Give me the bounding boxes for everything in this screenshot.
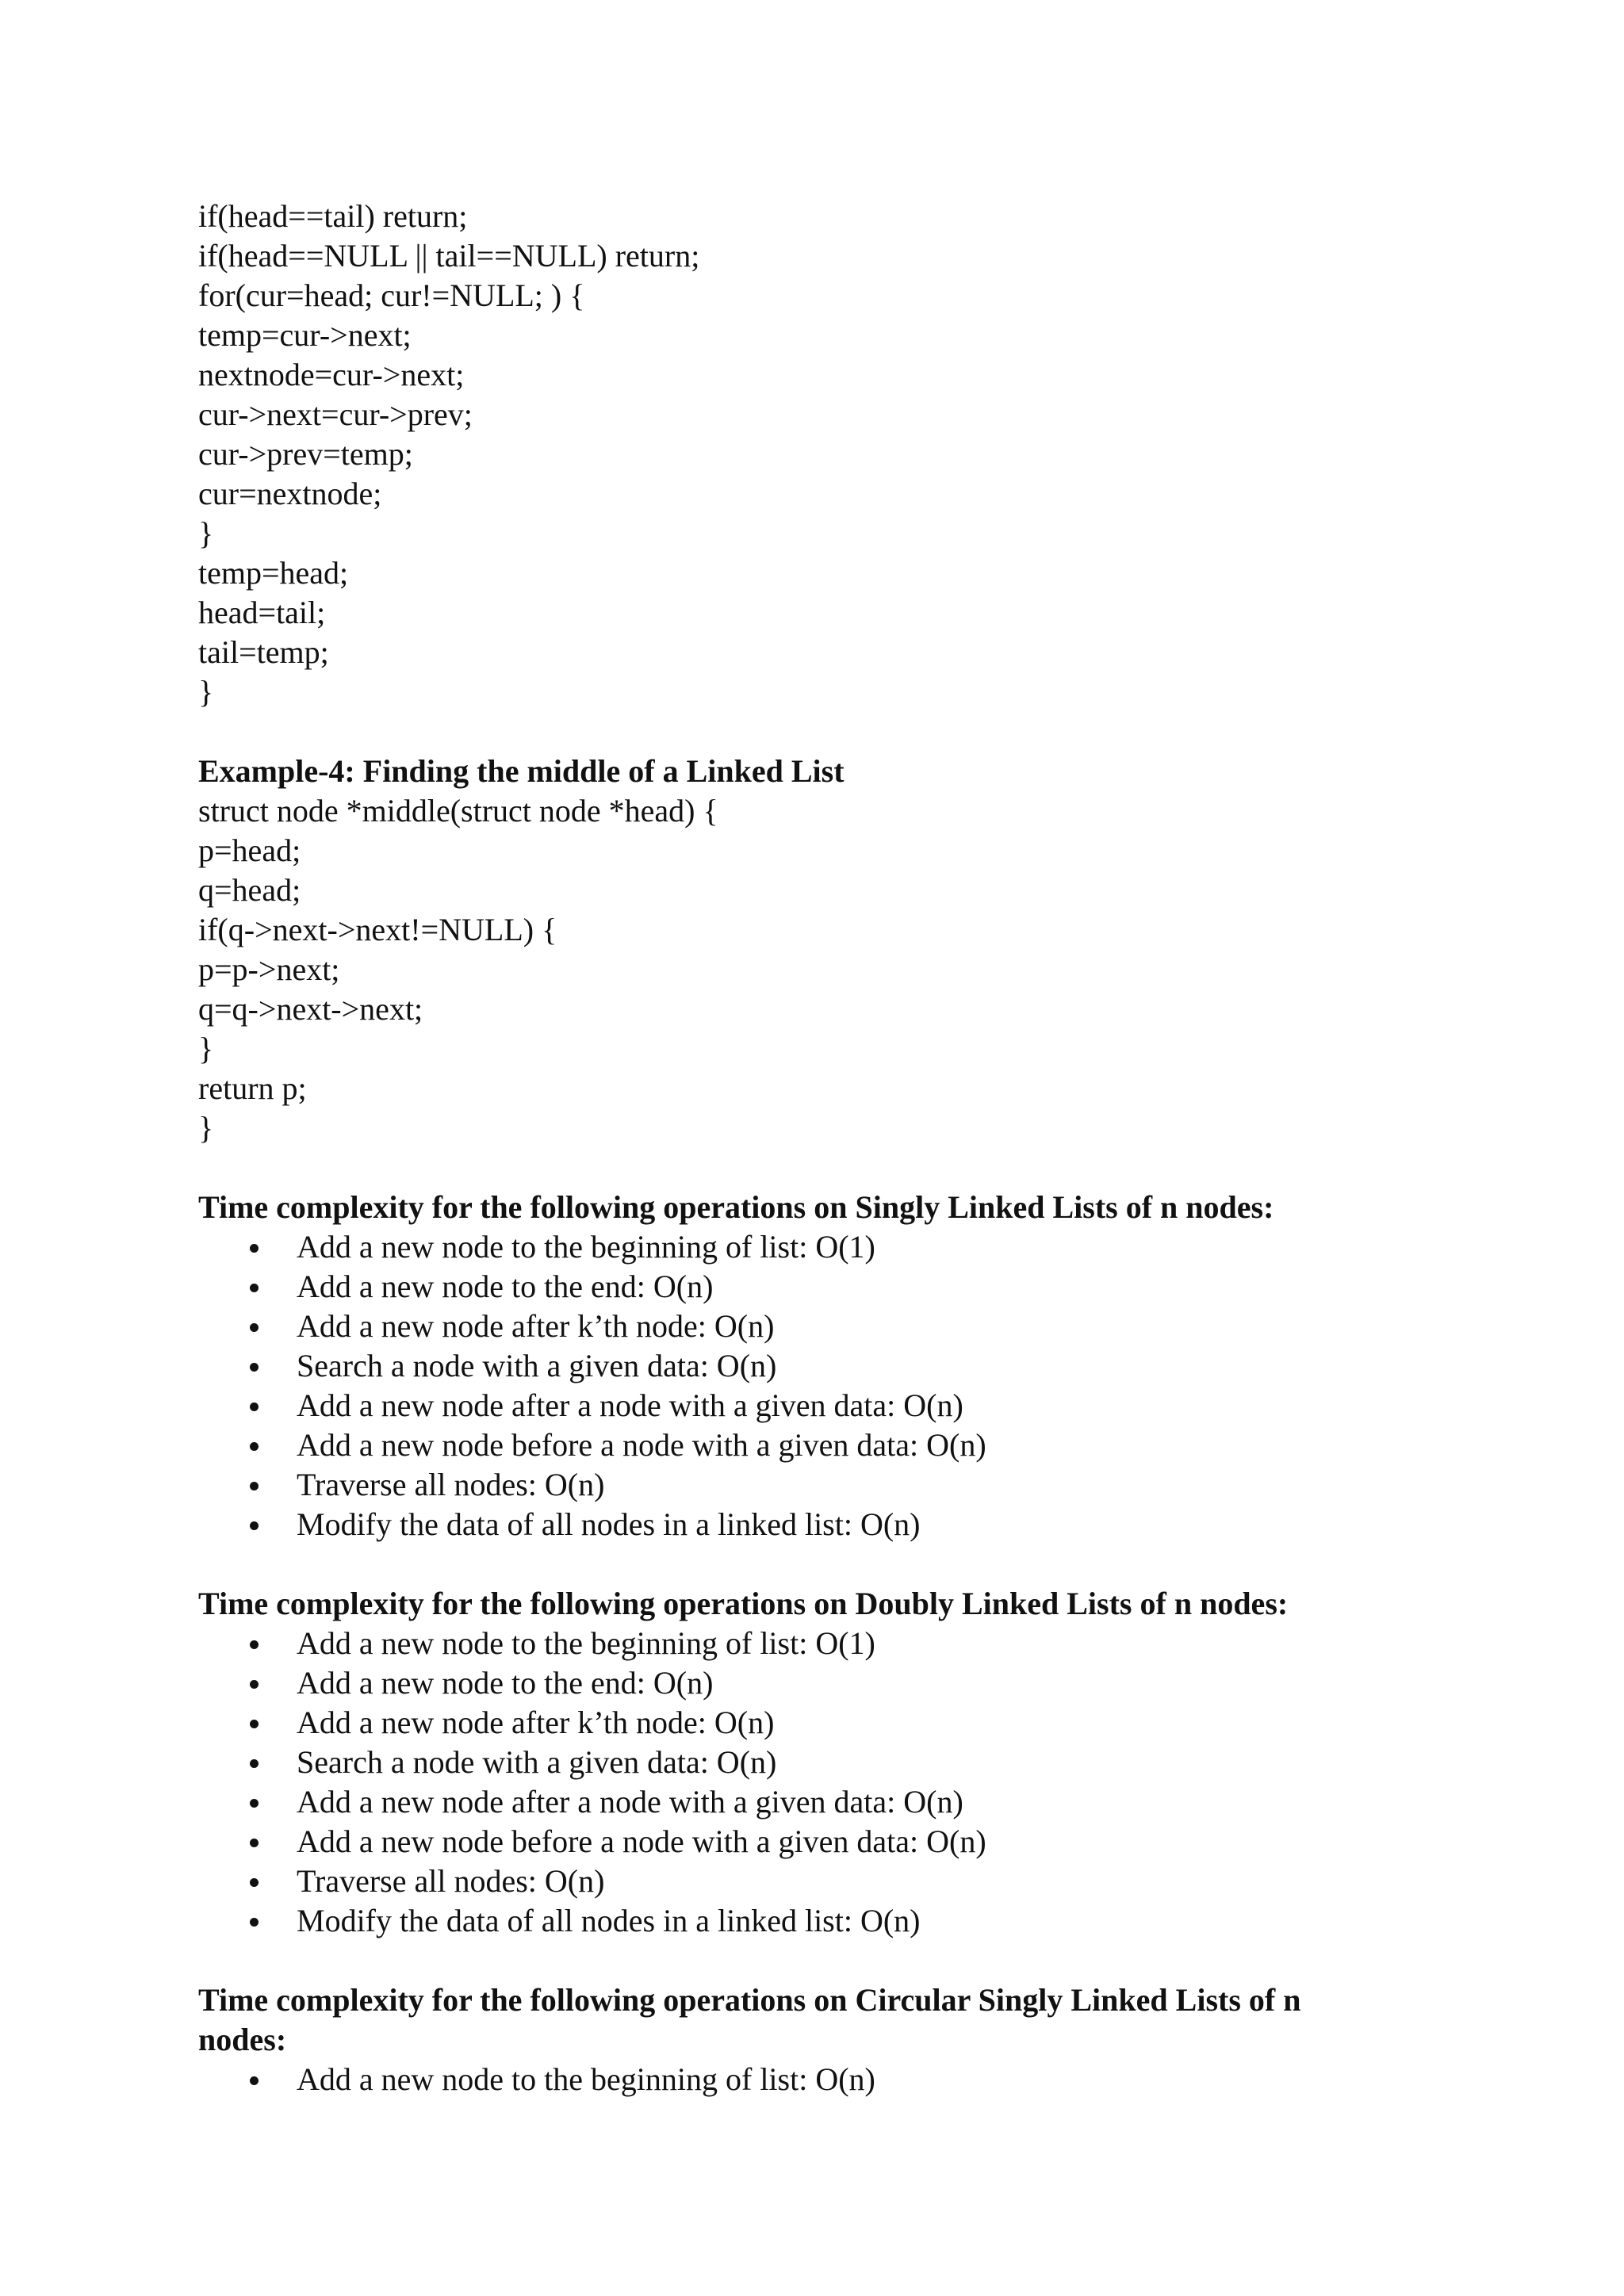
- list-item-text: Add a new node to the end: O(n): [297, 1269, 714, 1304]
- code-line: tail=temp;: [198, 634, 329, 670]
- code-line: temp=cur->next;: [198, 317, 412, 353]
- list-item: [198, 1346, 1435, 1386]
- bullet-icon: [250, 1640, 259, 1649]
- code-line: struct node *middle(struct node *head) {: [198, 793, 718, 828]
- bullet-icon: [250, 1402, 259, 1411]
- list-item: [198, 1465, 1435, 1505]
- bullet-icon: [250, 2076, 259, 2085]
- example-4-heading: Example-4: Finding the middle of a Linked List: [198, 753, 845, 789]
- code-line: p=head;: [198, 832, 301, 868]
- bullet-icon: [250, 1482, 259, 1490]
- list-item: [198, 1227, 1435, 1267]
- bullet-icon: [250, 1720, 259, 1728]
- code-line: cur->prev=temp;: [198, 436, 413, 472]
- list-item-text: Add a new node to the beginning of list: O(1): [297, 1229, 875, 1265]
- example-4-section: [198, 752, 1435, 1148]
- list-item: [198, 2060, 1435, 2099]
- list-item: [198, 1862, 1435, 1901]
- list-item-text: Search a node with a given data: O(n): [297, 1348, 777, 1383]
- code-line: q=head;: [198, 872, 301, 908]
- code-line: }: [198, 1031, 214, 1066]
- bullet-icon: [250, 1759, 259, 1768]
- list-item-text: Traverse all nodes: O(n): [297, 1863, 605, 1899]
- code-line: for(cur=head; cur!=NULL; ) {: [198, 277, 585, 313]
- circular-heading-line-1: Time complexity for the following operations on Circular Singly Linked Lists of n: [198, 1982, 1301, 2018]
- code-line: q=q->next->next;: [198, 991, 423, 1027]
- list-item-text: Add a new node after a node with a given data: O(n): [297, 1784, 963, 1820]
- code-line: if(q->next->next!=NULL) {: [198, 912, 557, 947]
- bullet-icon: [250, 1442, 259, 1451]
- doubly-heading: Time complexity for the following operations on Doubly Linked Lists of n nodes:: [198, 1586, 1289, 1621]
- bullet-icon: [250, 1244, 259, 1253]
- singly-list: [198, 1227, 1435, 1544]
- code-line: }: [198, 515, 214, 551]
- code-line: temp=head;: [198, 555, 349, 591]
- spacer: [198, 1148, 1435, 1188]
- list-item: [198, 1901, 1435, 1941]
- code-line: nextnode=cur->next;: [198, 357, 465, 392]
- list-item-text: Search a node with a given data: O(n): [297, 1744, 777, 1780]
- list-item-text: Add a new node after k’th node: O(n): [297, 1705, 775, 1740]
- list-item-text: Add a new node before a node with a given data: O(n): [297, 1427, 986, 1463]
- code-line: return p;: [198, 1070, 307, 1106]
- code-line: if(head==tail) return;: [198, 198, 468, 234]
- list-item: [198, 1307, 1435, 1346]
- list-item: [198, 1743, 1435, 1782]
- list-item-text: Add a new node to the end: O(n): [297, 1665, 714, 1701]
- bullet-icon: [250, 1878, 259, 1887]
- list-item-text: Traverse all nodes: O(n): [297, 1467, 605, 1502]
- bullet-icon: [250, 1918, 259, 1927]
- list-item: [198, 1425, 1435, 1465]
- code-line: cur->next=cur->prev;: [198, 396, 473, 432]
- list-item-text: Modify the data of all nodes in a linked list: O(n): [297, 1903, 921, 1938]
- code-line: }: [198, 674, 214, 710]
- circular-list: [198, 2060, 1435, 2099]
- reverse-code-block: [198, 197, 1435, 712]
- list-item-text: Modify the data of all nodes in a linked list: O(n): [297, 1506, 921, 1542]
- singly-heading: Time complexity for the following operations on Singly Linked Lists of n nodes:: [198, 1189, 1274, 1225]
- list-item: [198, 1386, 1435, 1425]
- list-item-text: Add a new node after k’th node: O(n): [297, 1308, 775, 1344]
- spacer: [198, 712, 1435, 752]
- list-item: [198, 1624, 1435, 1663]
- list-item: [198, 1267, 1435, 1307]
- list-item: [198, 1703, 1435, 1743]
- code-line: p=p->next;: [198, 951, 340, 987]
- list-item-text: Add a new node before a node with a given data: O(n): [297, 1823, 986, 1859]
- doubly-list: [198, 1624, 1435, 1941]
- list-item-text: Add a new node after a node with a given data: O(n): [297, 1387, 963, 1423]
- bullet-icon: [250, 1521, 259, 1530]
- code-line: cur=nextnode;: [198, 476, 382, 511]
- circular-heading-line-2: nodes:: [198, 2022, 287, 2057]
- circular-complexity-section: [198, 1980, 1435, 2099]
- bullet-icon: [250, 1323, 259, 1332]
- list-item: [198, 1663, 1435, 1703]
- list-item: [198, 1782, 1435, 1822]
- bullet-icon: [250, 1839, 259, 1847]
- bullet-icon: [250, 1363, 259, 1372]
- bullet-icon: [250, 1680, 259, 1689]
- list-item-text: Add a new node to the beginning of list: O(n): [297, 2061, 875, 2097]
- list-item: [198, 1505, 1435, 1544]
- code-line: if(head==NULL || tail==NULL) return;: [198, 238, 700, 274]
- document-page: [198, 197, 1435, 2099]
- spacer: [198, 1544, 1435, 1584]
- singly-complexity-section: [198, 1188, 1435, 1544]
- bullet-icon: [250, 1799, 259, 1808]
- bullet-icon: [250, 1284, 259, 1292]
- code-line: head=tail;: [198, 595, 326, 630]
- code-line: }: [198, 1110, 214, 1146]
- spacer: [198, 1941, 1435, 1980]
- doubly-complexity-section: [198, 1584, 1435, 1941]
- list-item-text: Add a new node to the beginning of list: O(1): [297, 1625, 875, 1661]
- list-item: [198, 1822, 1435, 1862]
